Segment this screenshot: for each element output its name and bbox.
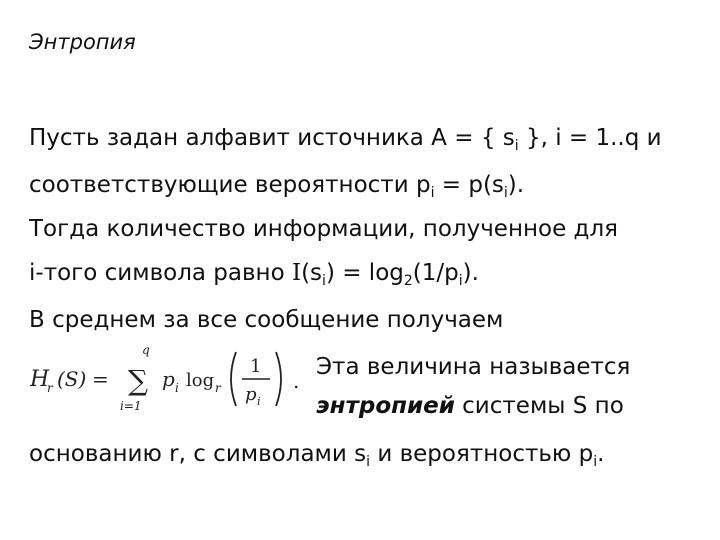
formula-log-base: r: [215, 381, 221, 395]
text: .: [597, 441, 605, 467]
formula-den-i: i: [257, 395, 261, 408]
text: ).: [507, 172, 525, 198]
entropy-formula: [30, 342, 310, 414]
text: i-того символа равно: [29, 260, 292, 286]
text: и вероятностью p: [370, 441, 594, 467]
info-symbol: I: [291, 260, 302, 286]
text-line-alphabet: [29, 123, 662, 153]
text: основанию r, с символами s: [29, 441, 367, 467]
text: ).: [462, 260, 479, 286]
text-line-average: В среднем за все сообщение получаем: [29, 307, 504, 333]
subscript: i: [366, 454, 371, 470]
entropy-term: энтропией: [316, 393, 455, 419]
text-line-probabilities: [29, 170, 524, 200]
text: системы S по: [454, 393, 624, 419]
text: }, i = 1..q и: [518, 125, 662, 151]
formula-num: 1: [250, 356, 262, 377]
text-line-information: Тогда количество информации, полученное для: [29, 216, 618, 242]
formula-lower: i=1: [120, 399, 142, 413]
subscript: i: [593, 454, 598, 470]
formula-S: (S): [57, 367, 87, 391]
text-line-symbol-info: [29, 258, 479, 288]
formula-r: r: [47, 381, 53, 395]
formula-upper: q: [142, 343, 150, 357]
subscript: i: [458, 273, 463, 289]
text-line-base: [29, 439, 604, 469]
formula-dot: .: [293, 369, 300, 393]
formula-sum: ∑: [128, 364, 148, 397]
text: = p(s: [434, 172, 504, 198]
formula-H: H: [30, 367, 50, 392]
text: ) = log: [325, 260, 404, 286]
left-paren: [231, 352, 236, 406]
text: соответствующие вероятности p: [29, 172, 431, 198]
formula-log: log: [186, 370, 215, 391]
text: (1/p: [412, 260, 459, 286]
subscript: 2: [403, 273, 413, 289]
text: (s: [301, 260, 323, 286]
formula-i: i: [175, 381, 179, 395]
subscript: i: [514, 138, 519, 154]
subscript: i: [322, 273, 326, 289]
text: Пусть задан алфавит источника A = { s: [29, 125, 515, 151]
formula-eq: =: [92, 367, 109, 391]
text-line-entropy: [316, 391, 624, 421]
formula-p: p: [162, 367, 175, 391]
slide-title: Энтропия: [29, 30, 136, 54]
subscript: i: [430, 185, 435, 201]
entropy-formula-svg: [30, 342, 310, 414]
subscript: i: [503, 185, 508, 201]
formula-den-p: p: [245, 384, 257, 405]
right-paren: [276, 352, 281, 406]
text-line-quantity: Эта величина называется: [316, 354, 631, 380]
